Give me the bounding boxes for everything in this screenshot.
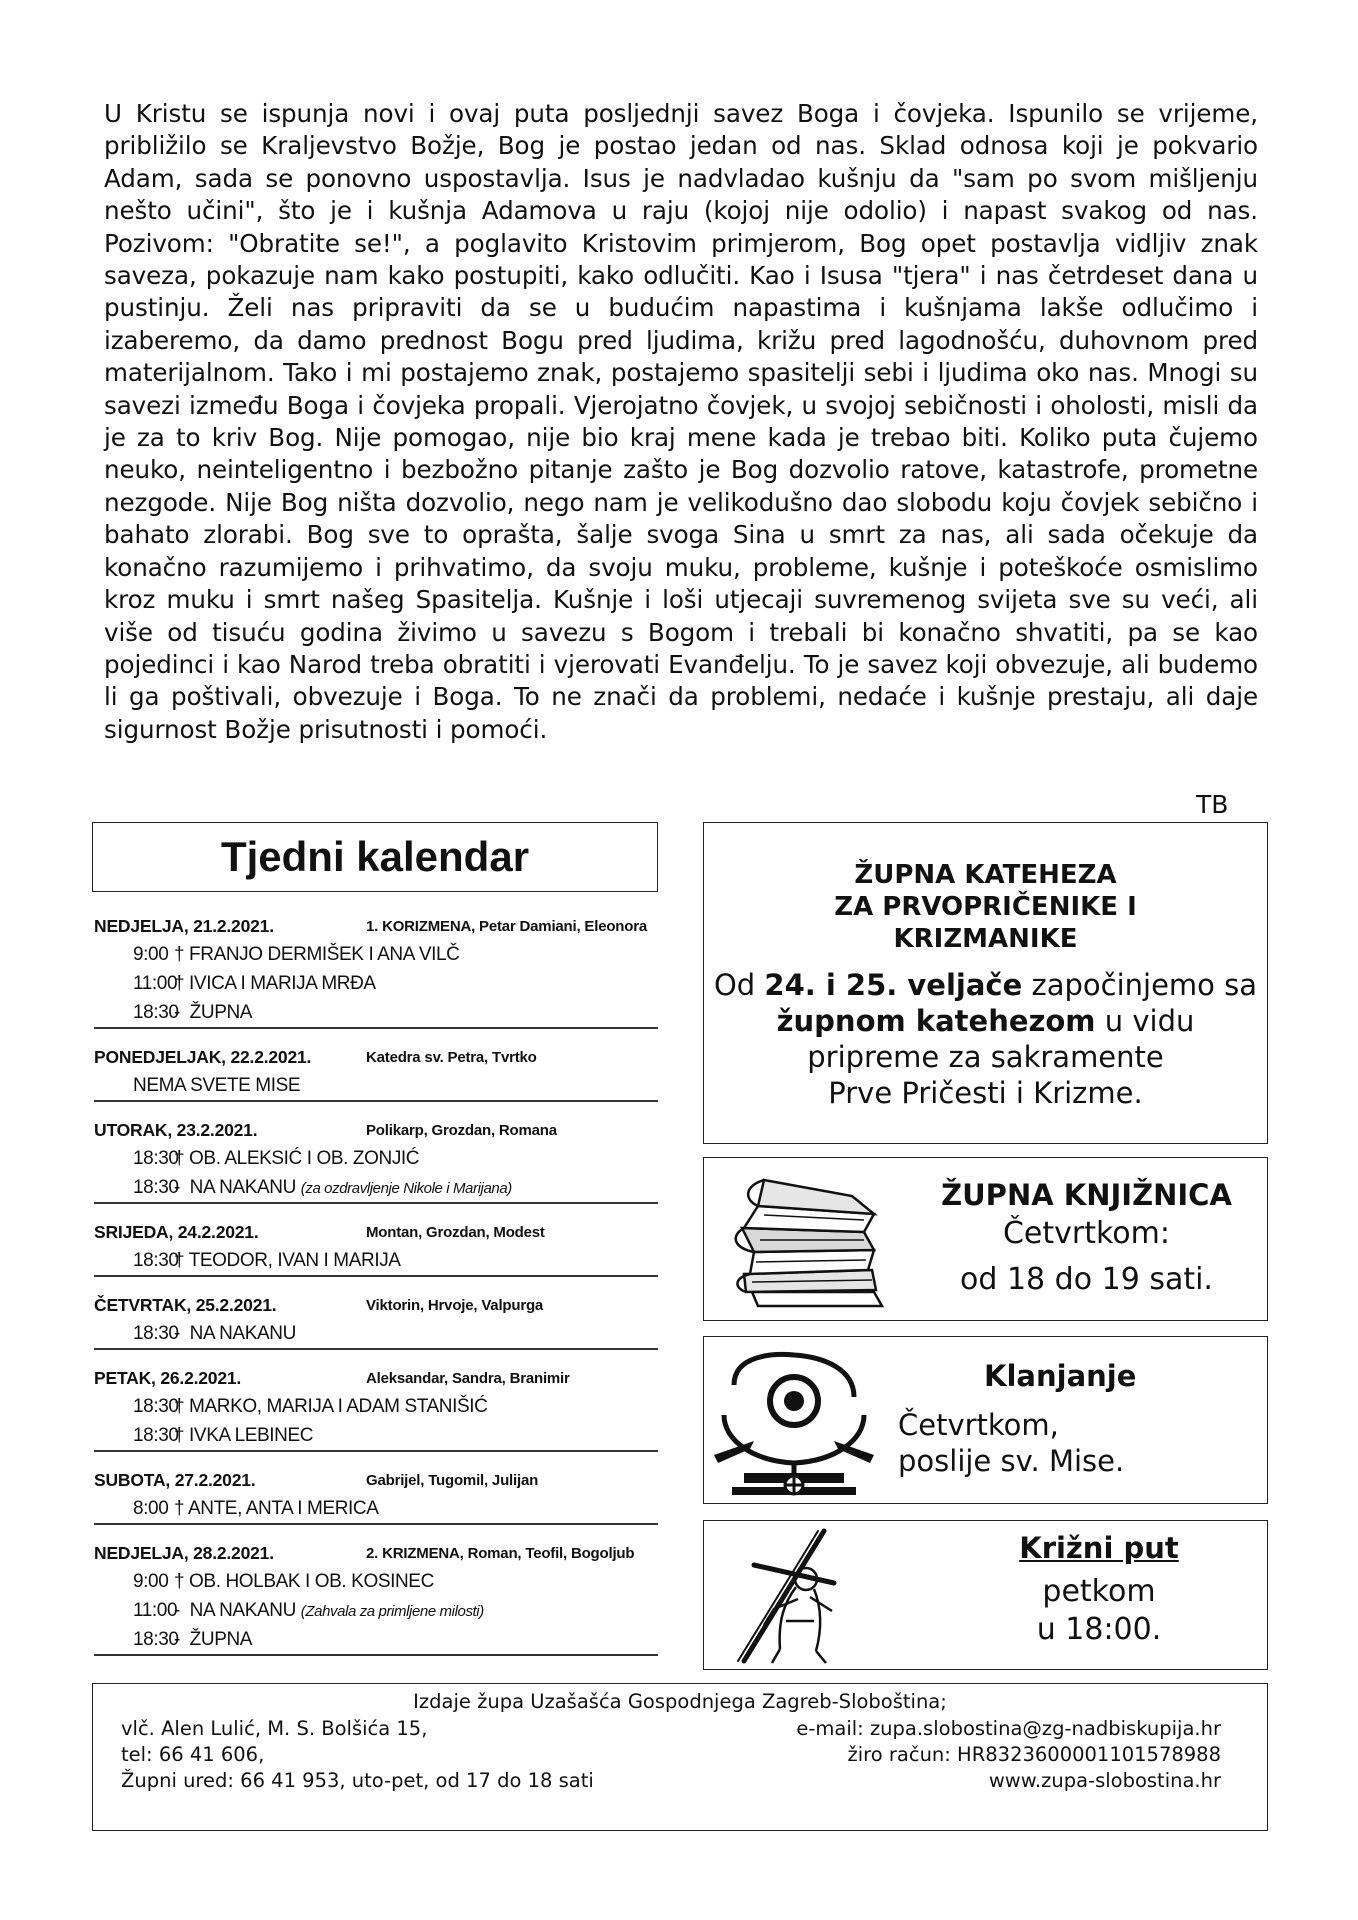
calendar-day-header (94, 1116, 658, 1144)
calendar-day (94, 1466, 658, 1525)
mass-entry (94, 1173, 658, 1202)
article-signature: TB (1196, 790, 1229, 819)
calendar-day-header (94, 1291, 658, 1319)
kateheza-box (703, 822, 1268, 1144)
mass-entry (94, 1144, 658, 1173)
mass-entry (94, 1071, 658, 1100)
mass-time: 18:30 (133, 1396, 179, 1417)
calendar-day-saints: Montan, Grozdan, Modest (366, 1223, 545, 1241)
mass-note: (Zahvala za primljene milosti) (300, 1603, 484, 1620)
mass-entry (94, 998, 658, 1027)
calendar-day-saints: Viktorin, Hrvoje, Valpurga (366, 1296, 544, 1314)
mass-intention: - NA NAKANU (174, 1600, 301, 1621)
krizni-put-time: u 18:00. (1036, 1612, 1162, 1647)
calendar-day-saints: Gabrijel, Tugomil, Julijan (366, 1471, 539, 1489)
calendar-day (94, 1364, 658, 1452)
mass-entry (94, 1567, 658, 1596)
mass-intention: † ANTE, ANTA I MERICA (174, 1498, 379, 1519)
mass-time: 9:00 (133, 944, 169, 965)
calendar-day (94, 912, 658, 1029)
krizni-put-box (703, 1520, 1268, 1670)
klanjanje-title: Klanjanje (984, 1359, 1137, 1393)
mass-time: 18:30 (133, 1148, 179, 1169)
footer-phone: tel: 66 41 606, (121, 1743, 265, 1766)
mass-entry (94, 969, 658, 998)
knjiznica-day: Četvrtkom: (1002, 1216, 1170, 1251)
calendar-day-date: ČETVRTAK, 25.2.2021. (94, 1294, 277, 1315)
mass-intention: † MARKO, MARIJA I ADAM STANIŠIĆ (174, 1396, 488, 1417)
klanjanje-box (703, 1336, 1268, 1504)
calendar-day-saints: 2. KRIZMENA, Roman, Teofil, Bogoljub (366, 1544, 635, 1562)
mass-intention: † OB. ALEKSIĆ I OB. ZONJIĆ (174, 1148, 420, 1169)
krizni-put-title: Križni put (1019, 1531, 1179, 1565)
krizni-put-schedule (984, 1573, 1214, 1649)
kateheza-body (704, 967, 1267, 1111)
calendar-day-header (94, 1539, 658, 1567)
kateheza-line (704, 967, 1267, 1003)
mass-time: 11:00 (133, 1600, 178, 1621)
klanjanje-schedule (898, 1407, 1124, 1479)
calendar-day-date: UTORAK, 23.2.2021. (94, 1119, 258, 1140)
kateheza-text: u vidu (1095, 1004, 1195, 1038)
calendar-day-saints: Aleksandar, Sandra, Branimir (366, 1369, 570, 1387)
mass-entry (94, 1494, 658, 1523)
klanjanje-day: Četvrtkom, (898, 1408, 1059, 1442)
kateheza-heading-line: KRIZMANIKE (893, 924, 1078, 954)
mass-note: (za ozdravljenje Nikole i Marijana) (300, 1180, 512, 1197)
klanjanje-time: poslije sv. Mise. (898, 1444, 1125, 1478)
knjiznica-box (703, 1157, 1268, 1321)
footer-title: Izdaje župa Uzašašća Gospodnjega Zagreb-Sloboština; (413, 1690, 947, 1713)
calendar-day-header (94, 1218, 658, 1246)
kateheza-line: Prve Pričesti i Krizme. (828, 1076, 1143, 1110)
mass-intention: † IVICA I MARIJA MRĐA (174, 973, 376, 994)
weekly-calendar (94, 912, 658, 1670)
kateheza-text: započinjemo sa (1022, 968, 1258, 1002)
calendar-day-header (94, 1364, 658, 1392)
footer-bank-account: žiro račun: HR8323600001101578988 (847, 1743, 1221, 1766)
calendar-day-header (94, 912, 658, 940)
calendar-day-date: NEDJELJA, 28.2.2021. (94, 1542, 274, 1563)
calendar-day-saints: Katedra sv. Petra, Tvrtko (366, 1048, 537, 1066)
mass-entry (94, 1596, 658, 1625)
mass-intention: † OB. HOLBAK I OB. KOSINEC (174, 1571, 434, 1592)
kateheza-emphasis: župnom katehezom (776, 1004, 1096, 1038)
footer-address: vlč. Alen Lulić, M. S. Bolšića 15, (121, 1717, 428, 1740)
mass-entry (94, 1246, 658, 1275)
mass-time: 18:30 (133, 1425, 179, 1446)
mass-intention: - NA NAKANU (174, 1177, 301, 1198)
mass-intention: - ŽUPNA (174, 1002, 253, 1023)
kateheza-line: pripreme za sakramente (807, 1040, 1164, 1074)
mass-entry (94, 1319, 658, 1348)
mass-time: 11:00 (133, 973, 178, 994)
mass-intention: † FRANJO DERMIŠEK I ANA VILČ (174, 944, 460, 965)
kateheza-date: 24. i 25. veljače (764, 968, 1023, 1002)
mass-intention: NEMA SVETE MISE (133, 1075, 301, 1096)
calendar-day (94, 1291, 658, 1350)
footer-email: e-mail: zupa.slobostina@zg-nadbiskupija.hr (796, 1717, 1221, 1740)
mass-entry (94, 1421, 658, 1450)
article-text: U Kristu se ispunja novi i ovaj puta posljednji savez Boga i čovjeka. Ispunilo se vrijeme, približilo se Kraljevstvo Božje, Bog je postao jedan od nas. Sklad odnosa koji je pokvario Adam, sada se ponovno uspostavlja. Isus je nadvladao kušnju da "sam po svom mišljenju nešto učini", što je i kušnja Adamova u raju (kojoj nije odolio) i napast svakog od nas. Pozivom: "Obratite se!", a poglavito Kristovim primjerom, Bog opet postavlja vidljiv znak saveza, pokazuje nam kako postupiti, kako odlučiti. Kao i Isusa "tjera" i nas četrdeset dana u pustinju. Želi nas pripraviti da se u budućim napastima i kušnjama lakše odlučimo i izaberemo, da damo prednost Bogu pred ljudima, križu pred lagodnošću, duhovnom pred materijalnom. Tako i mi postajemo znak, postajemo spasitelji sebi i ljudima oko nas. Mnogi su savezi između Boga i čovjeka propali. Vjerojatno čovjek, u svojoj sebičnosti i oholosti, misli da je za to kriv Bog. Nije pomogao, nije bio kraj mene kada je trebao biti. Koliko puta čujemo neuko, neinteligentno i bezbožno pitanje zašto je Bog dozvolio ratove, katastrofe, prometne nezgode. Nije Bog ništa dozvolio, nego nam je velikodušno dao slobodu koju čovjek sebično i bahato zlorabi. Bog sve to oprašta, šalje svoga Sina u smrt za nas, ali sada očekuje da konačno razumijemo i prihvatimo, da svoju muku, probleme, kušnje i poteškoće osmislimo kroz muku i smrt našeg Spasitelja. Kušnje i loši utjecaji suvremenog svijeta sve su veći, ali više od tisuću godina živimo u savezu s Bogom i trebali bi konačno shvatiti, pa se kao pojedinci i kao Narod treba obratiti i vjerovati Evanđelju. To je savez koji obvezuje, ali budemo li ga poštivali, obvezuje i Boga. To ne znači da problemi, nedaće i kušnje prestaju, ali daje sigurnost Božje prisutnosti i pomoći. (104, 99, 1258, 744)
calendar-day-date: PONEDJELJAK, 22.2.2021. (94, 1046, 312, 1067)
calendar-day-saints: 1. KORIZMENA, Petar Damiani, Eleonora (366, 917, 647, 935)
calendar-day-saints: Polikarp, Grozdan, Romana (366, 1121, 557, 1139)
kateheza-heading-line: ŽUPNA KATEHEZA (854, 860, 1117, 890)
mass-time: 9:00 (133, 1571, 169, 1592)
publisher-footer (92, 1683, 1268, 1831)
calendar-day (94, 1218, 658, 1277)
calendar-day-date: PETAK, 26.2.2021. (94, 1367, 242, 1388)
calendar-title: Tjedni kalendar (220, 833, 530, 880)
calendar-day-date: NEDJELJA, 21.2.2021. (94, 915, 274, 936)
footer-website: www.zupa-slobostina.hr (988, 1769, 1221, 1792)
mass-intention: † TEODOR, IVAN I MARIJA (174, 1250, 401, 1271)
kateheza-heading-line: ZA PRVOPRIČENIKE I (834, 892, 1137, 922)
krizni-put-day: petkom (1042, 1574, 1156, 1609)
calendar-day-header (94, 1466, 658, 1494)
calendar-day (94, 1043, 658, 1102)
calendar-title-box (92, 822, 658, 892)
mass-entry (94, 1392, 658, 1421)
kateheza-line (704, 1003, 1267, 1039)
footer-office: Župni ured: 66 41 953, uto-pet, od 17 do 18 sati (121, 1769, 594, 1792)
kateheza-text: Od (713, 968, 765, 1002)
calendar-day (94, 1539, 658, 1656)
knjiznica-hours: od 18 do 19 sati. (960, 1262, 1213, 1297)
books-icon (724, 1170, 904, 1312)
mass-time: 18:30 (133, 1323, 179, 1344)
calendar-day-date: SRIJEDA, 24.2.2021. (94, 1221, 259, 1242)
monstrance-icon (714, 1345, 874, 1497)
knjiznica-title: ŽUPNA KNJIŽNICA (941, 1178, 1232, 1212)
mass-intention: - ŽUPNA (174, 1629, 253, 1650)
calendar-day-date: SUBOTA, 27.2.2021. (94, 1469, 256, 1490)
mass-entry (94, 1625, 658, 1654)
mass-time: 18:30 (133, 1002, 179, 1023)
calendar-day (94, 1116, 658, 1204)
mass-intention: † IVKA LEBINEC (174, 1425, 314, 1446)
mass-time: 18:30 (133, 1250, 179, 1271)
mass-entry (94, 940, 658, 969)
mass-time: 8:00 (133, 1498, 169, 1519)
cross-bearer-icon (714, 1525, 854, 1667)
mass-time: 18:30 (133, 1629, 179, 1650)
kateheza-heading (704, 859, 1267, 955)
calendar-day-header (94, 1043, 658, 1071)
mass-intention: - NA NAKANU (174, 1323, 296, 1344)
mass-time: 18:30 (133, 1177, 179, 1198)
